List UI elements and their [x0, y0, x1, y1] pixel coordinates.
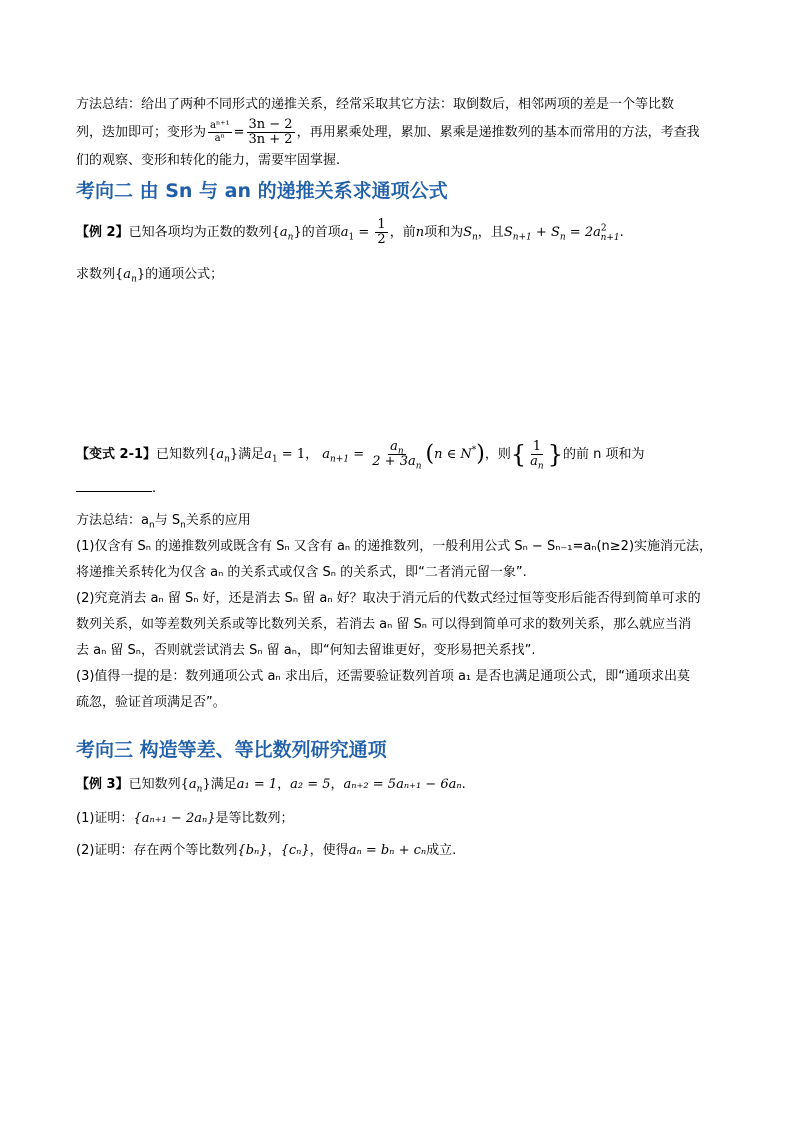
- answer-blank[interactable]: [76, 477, 152, 492]
- part-2-sep: ，: [267, 843, 281, 858]
- sequence-set-an-4: $\{a_n\}$: [180, 777, 211, 795]
- section-heading-2: 考向二 由 Sn 与 an 的递推关系求通项公式: [76, 180, 448, 202]
- half-num: 1: [377, 217, 386, 232]
- summary2-title-sub2: n: [180, 520, 186, 531]
- example-2-label: 【例 2】: [76, 225, 129, 240]
- summary-line-2-end: ，再用累乘处理，累加、累乘是递推数列的基本而常用的方法，考查我: [296, 125, 700, 140]
- rec-equals: =: [349, 447, 369, 462]
- seq-a-3: a: [216, 447, 225, 462]
- seq-sub-4: n: [196, 784, 203, 795]
- rel-part-1: n+1: [512, 232, 532, 243]
- seq-a-4: a: [188, 777, 197, 792]
- rec-num-a: a: [390, 439, 398, 454]
- seq-sub-2: n: [131, 274, 137, 285]
- domain-sup: *: [471, 445, 477, 456]
- rel-sup: 2: [600, 223, 607, 234]
- fraction-n-den: 3n + 2: [248, 132, 293, 147]
- rec-num: [388, 440, 406, 455]
- part-2-mid: ，使得: [309, 843, 349, 858]
- sn-sub: n: [472, 232, 478, 243]
- a1-sub: 1: [348, 232, 355, 243]
- example-2-end: .: [619, 225, 624, 240]
- init-a: a: [264, 447, 272, 462]
- rel-part-2: + S: [531, 225, 560, 240]
- a1-symbol: a: [340, 225, 349, 240]
- summary2-line-4: 数列关系，如等差数列关系或等比数列关系，若消去 aₙ 留 Sₙ 可以得到简单可求的数列关系，那么就应当消: [76, 617, 692, 632]
- brace-open: {: [510, 440, 527, 469]
- condition-2: a₂ = 5: [290, 777, 331, 792]
- part-1-suffix: 是等比数列；: [215, 811, 294, 826]
- part-2-prefix: (2)证明：存在两个等比数列: [76, 843, 238, 858]
- summary-line-2: [76, 118, 720, 148]
- sep-2: ，: [330, 777, 344, 792]
- summary2-title-b: 与 S: [154, 513, 181, 528]
- question-text-1: 求数列: [76, 267, 116, 282]
- rel-part-3: n: [559, 232, 566, 243]
- example-2-text-3: ，前: [389, 225, 416, 240]
- paren-close: ): [476, 441, 485, 467]
- method-summary-1: [76, 92, 720, 174]
- inv-num: 1: [532, 439, 542, 454]
- rec-fraction: [370, 439, 423, 472]
- equals-sign: =: [233, 125, 245, 140]
- example-3-label: 【例 3】: [76, 777, 129, 792]
- seq-sub: n: [287, 232, 294, 243]
- rec-den-text: 2 + 3a: [372, 454, 416, 469]
- fraction-a-den: aⁿ: [214, 133, 225, 144]
- inv-den-sub: n: [537, 461, 544, 472]
- variant-text-2: 满足: [238, 447, 265, 462]
- fraction-a-num: aⁿ⁺¹: [210, 120, 230, 131]
- summary-line-1: 方法总结：给出了两种不同形式的递推关系，经常采取其它方法：取倒数后，相邻两项的差是一个等比数: [76, 97, 675, 112]
- seq-a-2: a: [123, 267, 132, 282]
- rec-den: [370, 454, 423, 472]
- sn-symbol: S: [463, 225, 472, 240]
- rec-left-sub: n+1: [330, 454, 350, 465]
- fraction-n-ratio: [247, 118, 295, 147]
- variant-end: .: [152, 481, 157, 496]
- seq-bn: {bₙ}: [237, 843, 268, 858]
- example-2-question: [76, 262, 720, 288]
- variant-text-3: ，则: [484, 447, 511, 462]
- summary2-line-3: (2)究竟消去 aₙ 留 Sₙ 好，还是消去 Sₙ 留 aₙ 好？取决于消元后的代数式经过恒等变形后能否得到简单可求的: [76, 591, 701, 606]
- init-val: = 1，: [277, 447, 319, 462]
- summary2-line-7: 疏忽，验证首项满足否”。: [76, 695, 226, 710]
- init-sub: 1: [271, 454, 278, 465]
- summary-line-3: 们的观察、变形和转化的能力，需要牢固掌握.: [76, 153, 341, 168]
- summary2-title-sub1: n: [148, 520, 155, 531]
- question-text-2: 的通项公式；: [145, 267, 224, 282]
- example-3-end: .: [461, 777, 466, 792]
- example-3-text-2: 满足: [210, 777, 237, 792]
- a1-equals: =: [354, 225, 374, 240]
- paren-open: (: [425, 441, 435, 467]
- sequence-set-an: $\{a_n\}$: [271, 225, 302, 243]
- summary2-title-a: 方法总结：a: [76, 513, 149, 528]
- seq-cn: {cₙ}: [280, 843, 310, 858]
- example-2-text-1: 已知各项均为正数的数列: [128, 225, 272, 240]
- part-1-prefix: (1)证明：: [76, 811, 134, 826]
- method-summary-2: [76, 508, 720, 716]
- rel-part-0: S: [503, 225, 513, 240]
- condition-3: aₙ₊₂ = 5aₙ₊₁ − 6aₙ: [343, 777, 462, 792]
- recurrence-relation: [503, 223, 620, 243]
- domain-condition: n ∈ N: [434, 447, 472, 462]
- example-2: [76, 218, 720, 248]
- inverse-fraction: [528, 439, 546, 472]
- condition-1: a₁ = 1: [236, 777, 278, 792]
- rec-num-sub: n: [397, 446, 404, 457]
- sep-1: ，: [277, 777, 291, 792]
- example-3: [76, 772, 720, 798]
- example-3-text-1: 已知数列: [128, 777, 181, 792]
- variant-text-4: 的前 n 项和为: [562, 447, 645, 462]
- sequence-set-an-3: $\{a_n\}$: [208, 447, 239, 465]
- seq-sub-3: n: [224, 454, 230, 465]
- variant-text-1: 已知数列: [156, 447, 209, 462]
- section-heading-3: 考向三 构造等差、等比数列研究通项: [76, 739, 387, 761]
- inv-den: [528, 454, 546, 472]
- fraction-half: [375, 218, 387, 247]
- fraction-n-num: 3n − 2: [248, 117, 293, 132]
- rec-den-sub: n: [415, 461, 422, 472]
- summary2-line-6: (3)值得一提的是：数列通项公式 aₙ 求出后，还需要验证数列首项 a₁ 是否也满足通项公式，即“通项求出莫: [76, 669, 691, 684]
- example-2-text-4: 项和为: [424, 225, 464, 240]
- fraction-a-ratio: [208, 120, 232, 145]
- seq-a: a: [279, 225, 288, 240]
- part-2-suffix: 成立.: [426, 843, 457, 858]
- summary2-title-c: 关系的应用: [185, 513, 251, 528]
- part-2-equation: aₙ = bₙ + cₙ: [348, 843, 427, 858]
- summary2-line-1: (1)仅含有 Sₙ 的递推数列或既含有 Sₙ 又含有 aₙ 的递推数列，一般利用公式 Sₙ − Sₙ₋₁=aₙ(n≥2)实施消元法，: [76, 539, 713, 554]
- brace-close: }: [547, 440, 563, 469]
- half-den: 2: [377, 232, 386, 247]
- summary2-title: [76, 508, 720, 534]
- example-2-text-2: 的首项: [301, 225, 341, 240]
- rel-part-4: = 2a: [565, 225, 601, 240]
- summary2-line-5: 去 aₙ 留 Sₙ，否则就尝试消去 Sₙ 留 aₙ，即“何知去留谁更好，变形易把关系找”.: [76, 643, 536, 658]
- example-3-part-2: [76, 838, 720, 864]
- rel-part-5: n+1: [600, 232, 620, 243]
- rec-left: a: [322, 447, 331, 462]
- inv-den-a: a: [530, 454, 538, 469]
- variant-2-1: [76, 438, 720, 506]
- variant-2-1-label: 【变式 2-1】: [76, 447, 157, 462]
- summary-line-2-start: 列，迭加即可；变形为: [76, 125, 207, 140]
- sequence-set-an-2: $\{a_n\}$: [115, 267, 146, 285]
- n-symbol: n: [415, 225, 425, 240]
- part-1-set: {aₙ₊₁ − 2aₙ}: [133, 811, 216, 826]
- example-2-text-5: ，且: [477, 225, 504, 240]
- summary2-line-2: 将递推关系转化为仅含 aₙ 的关系式或仅含 Sₙ 的关系式，即“二者消元留一象”.: [76, 565, 527, 580]
- example-3-part-1: [76, 806, 720, 832]
